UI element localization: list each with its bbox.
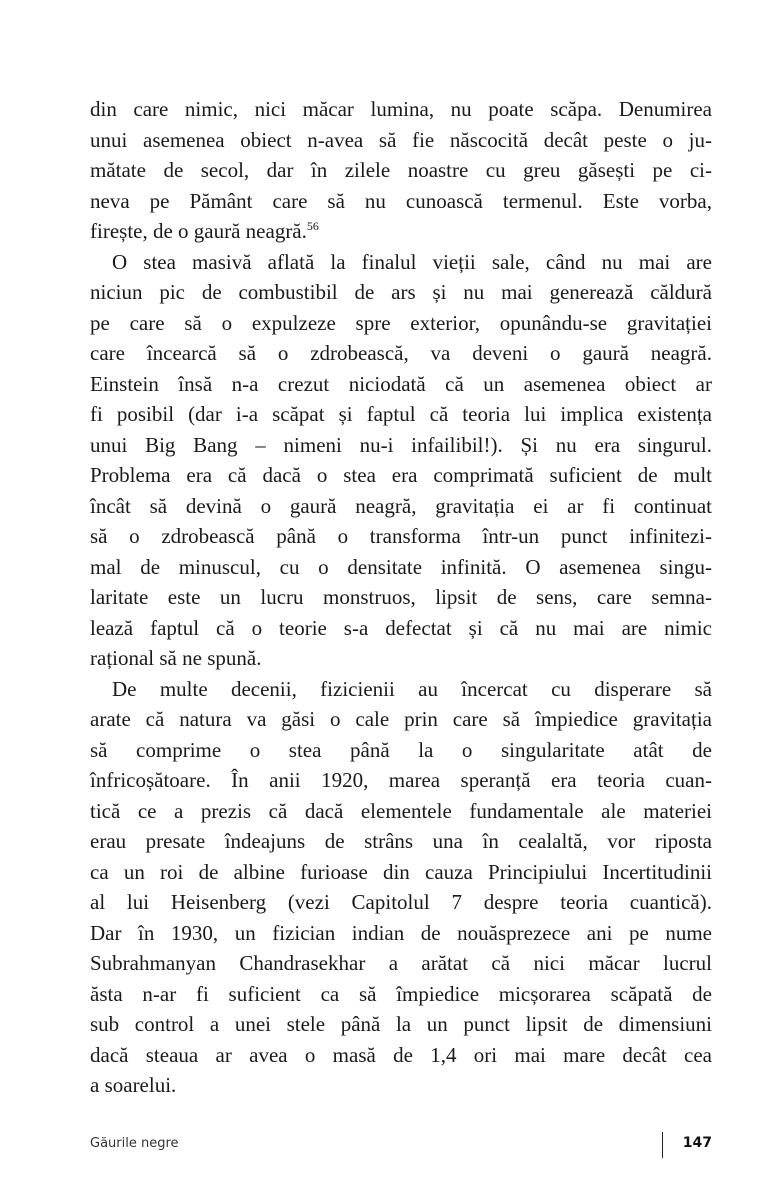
text-line-content: ăsta n-ar fi suficient ca să împiedice micșorarea scăpată de	[90, 981, 712, 1006]
text-line	[90, 491, 712, 522]
text-line-content: încât să devină o gaură neagră, gravitația ei ar fi continuat	[90, 493, 712, 518]
text-line	[90, 613, 712, 644]
text-line	[90, 186, 712, 217]
running-head: Găurile negre	[90, 1136, 179, 1151]
text-line	[90, 521, 712, 552]
page-number: 147	[682, 1135, 712, 1151]
text-line	[90, 369, 712, 400]
text-line	[90, 1009, 712, 1040]
text-line-content: niciun pic de combustibil de ars și nu mai generează căldură	[90, 280, 712, 304]
text-line	[90, 308, 712, 339]
text-line-content: firește, de o gaură neagră.	[90, 219, 307, 243]
text-line-content: Problema era că dacă o stea era comprimată suficient de mult	[90, 463, 712, 487]
text-line	[90, 979, 712, 1010]
text-line	[90, 338, 712, 369]
text-line-content: Dar în 1930, un fizician indian de nouăsprezece ani pe nume	[90, 920, 712, 945]
text-line-content: rațional să ne spună.	[90, 646, 262, 670]
text-line	[90, 216, 712, 247]
text-line-content: fi posibil (dar i-a scăpat și faptul că teoria lui implica existența	[90, 402, 712, 426]
text-line	[90, 674, 712, 705]
text-line	[90, 643, 712, 674]
text-line	[90, 430, 712, 461]
text-line	[90, 552, 712, 583]
text-line-content: dacă steaua ar avea o masă de 1,4 ori mai mare decât cea	[90, 1042, 712, 1067]
text-line-content: Einstein însă n-a crezut niciodată că un asemenea obiect ar	[90, 371, 712, 396]
text-line	[90, 765, 712, 796]
text-line	[90, 857, 712, 888]
text-line-content: pe care să o expulzeze spre exterior, opunându-se gravitației	[90, 310, 712, 335]
text-line	[90, 887, 712, 918]
text-line-content: unui asemenea obiect n-avea să fie născocită decât peste o ju-	[90, 127, 712, 152]
paragraph	[90, 674, 712, 1101]
text-line-content: a soarelui.	[90, 1073, 177, 1097]
text-line-content: înfricoșătoare. În anii 1920, marea speranță era teoria cuan-	[90, 768, 712, 792]
text-line	[90, 1040, 712, 1071]
text-line-content: De multe decenii, fizicienii au încercat cu disperare să	[112, 676, 712, 701]
text-line	[90, 460, 712, 491]
text-line	[90, 735, 712, 766]
paragraph	[90, 247, 712, 674]
text-line-content: al lui Heisenberg (vezi Capitolul 7 despre teoria cuantică).	[90, 890, 712, 914]
text-line	[90, 247, 712, 278]
text-line-content: să comprime o stea până la o singularitate atât de	[90, 737, 712, 762]
text-line-content: mătate de secol, dar în zilele noastre cu greu găsești pe ci-	[90, 158, 712, 182]
footnote-reference[interactable]: 56	[306, 219, 319, 233]
text-line-content: tică ce a prezis că dacă elementele fundamentale ale materiei	[90, 798, 712, 823]
text-line-content: laritate este un lucru monstruos, lipsit de sens, care semna-	[90, 585, 712, 609]
text-line	[90, 277, 712, 308]
text-line-content: mal de minuscul, cu o densitate infinită. O asemenea singu-	[90, 554, 712, 579]
text-line	[90, 582, 712, 613]
text-line	[90, 704, 712, 735]
text-line	[90, 94, 712, 125]
text-line-content: neva pe Pământ care să nu cunoască termenul. Este vorba,	[90, 188, 712, 213]
text-line-content: Subrahmanyan Chandrasekhar a arătat că nici măcar lucrul	[90, 951, 712, 975]
text-line	[90, 399, 712, 430]
text-line-content: erau presate îndeajuns de strâns una în cealaltă, vor riposta	[90, 829, 712, 853]
text-line-content: ca un roi de albine furioase din cauza Principiului Incertitudinii	[90, 859, 712, 884]
text-line-content: sub control a unei stele până la un punct lipsit de dimensiuni	[90, 1012, 712, 1036]
text-line	[90, 826, 712, 857]
text-line	[90, 125, 712, 156]
page-footer	[90, 1132, 712, 1158]
text-line	[90, 796, 712, 827]
text-line	[90, 1070, 712, 1101]
text-line	[90, 948, 712, 979]
text-line	[90, 155, 712, 186]
text-line-content: O stea masivă aflată la finalul vieții sale, când nu mai are	[112, 249, 712, 274]
paragraph	[90, 94, 712, 247]
text-line	[90, 918, 712, 949]
text-line-content: din care nimic, nici măcar lumina, nu poate scăpa. Denumirea	[90, 97, 712, 121]
text-line-content: unui Big Bang – nimeni nu-i infailibil!). Și nu era singurul.	[90, 432, 712, 457]
text-line-content: care încearcă să o zdrobească, va deveni o gaură neagră.	[90, 341, 712, 365]
text-line-content: să o zdrobească până o transforma într-un punct infinitezi-	[90, 524, 712, 548]
text-line-content: arate că natura va găsi o cale prin care să împiedice gravitația	[90, 707, 712, 731]
text-line-content: lează faptul că o teorie s-a defectat și că nu mai are nimic	[90, 615, 712, 640]
folio-divider	[662, 1132, 663, 1158]
page-body	[90, 94, 712, 1101]
